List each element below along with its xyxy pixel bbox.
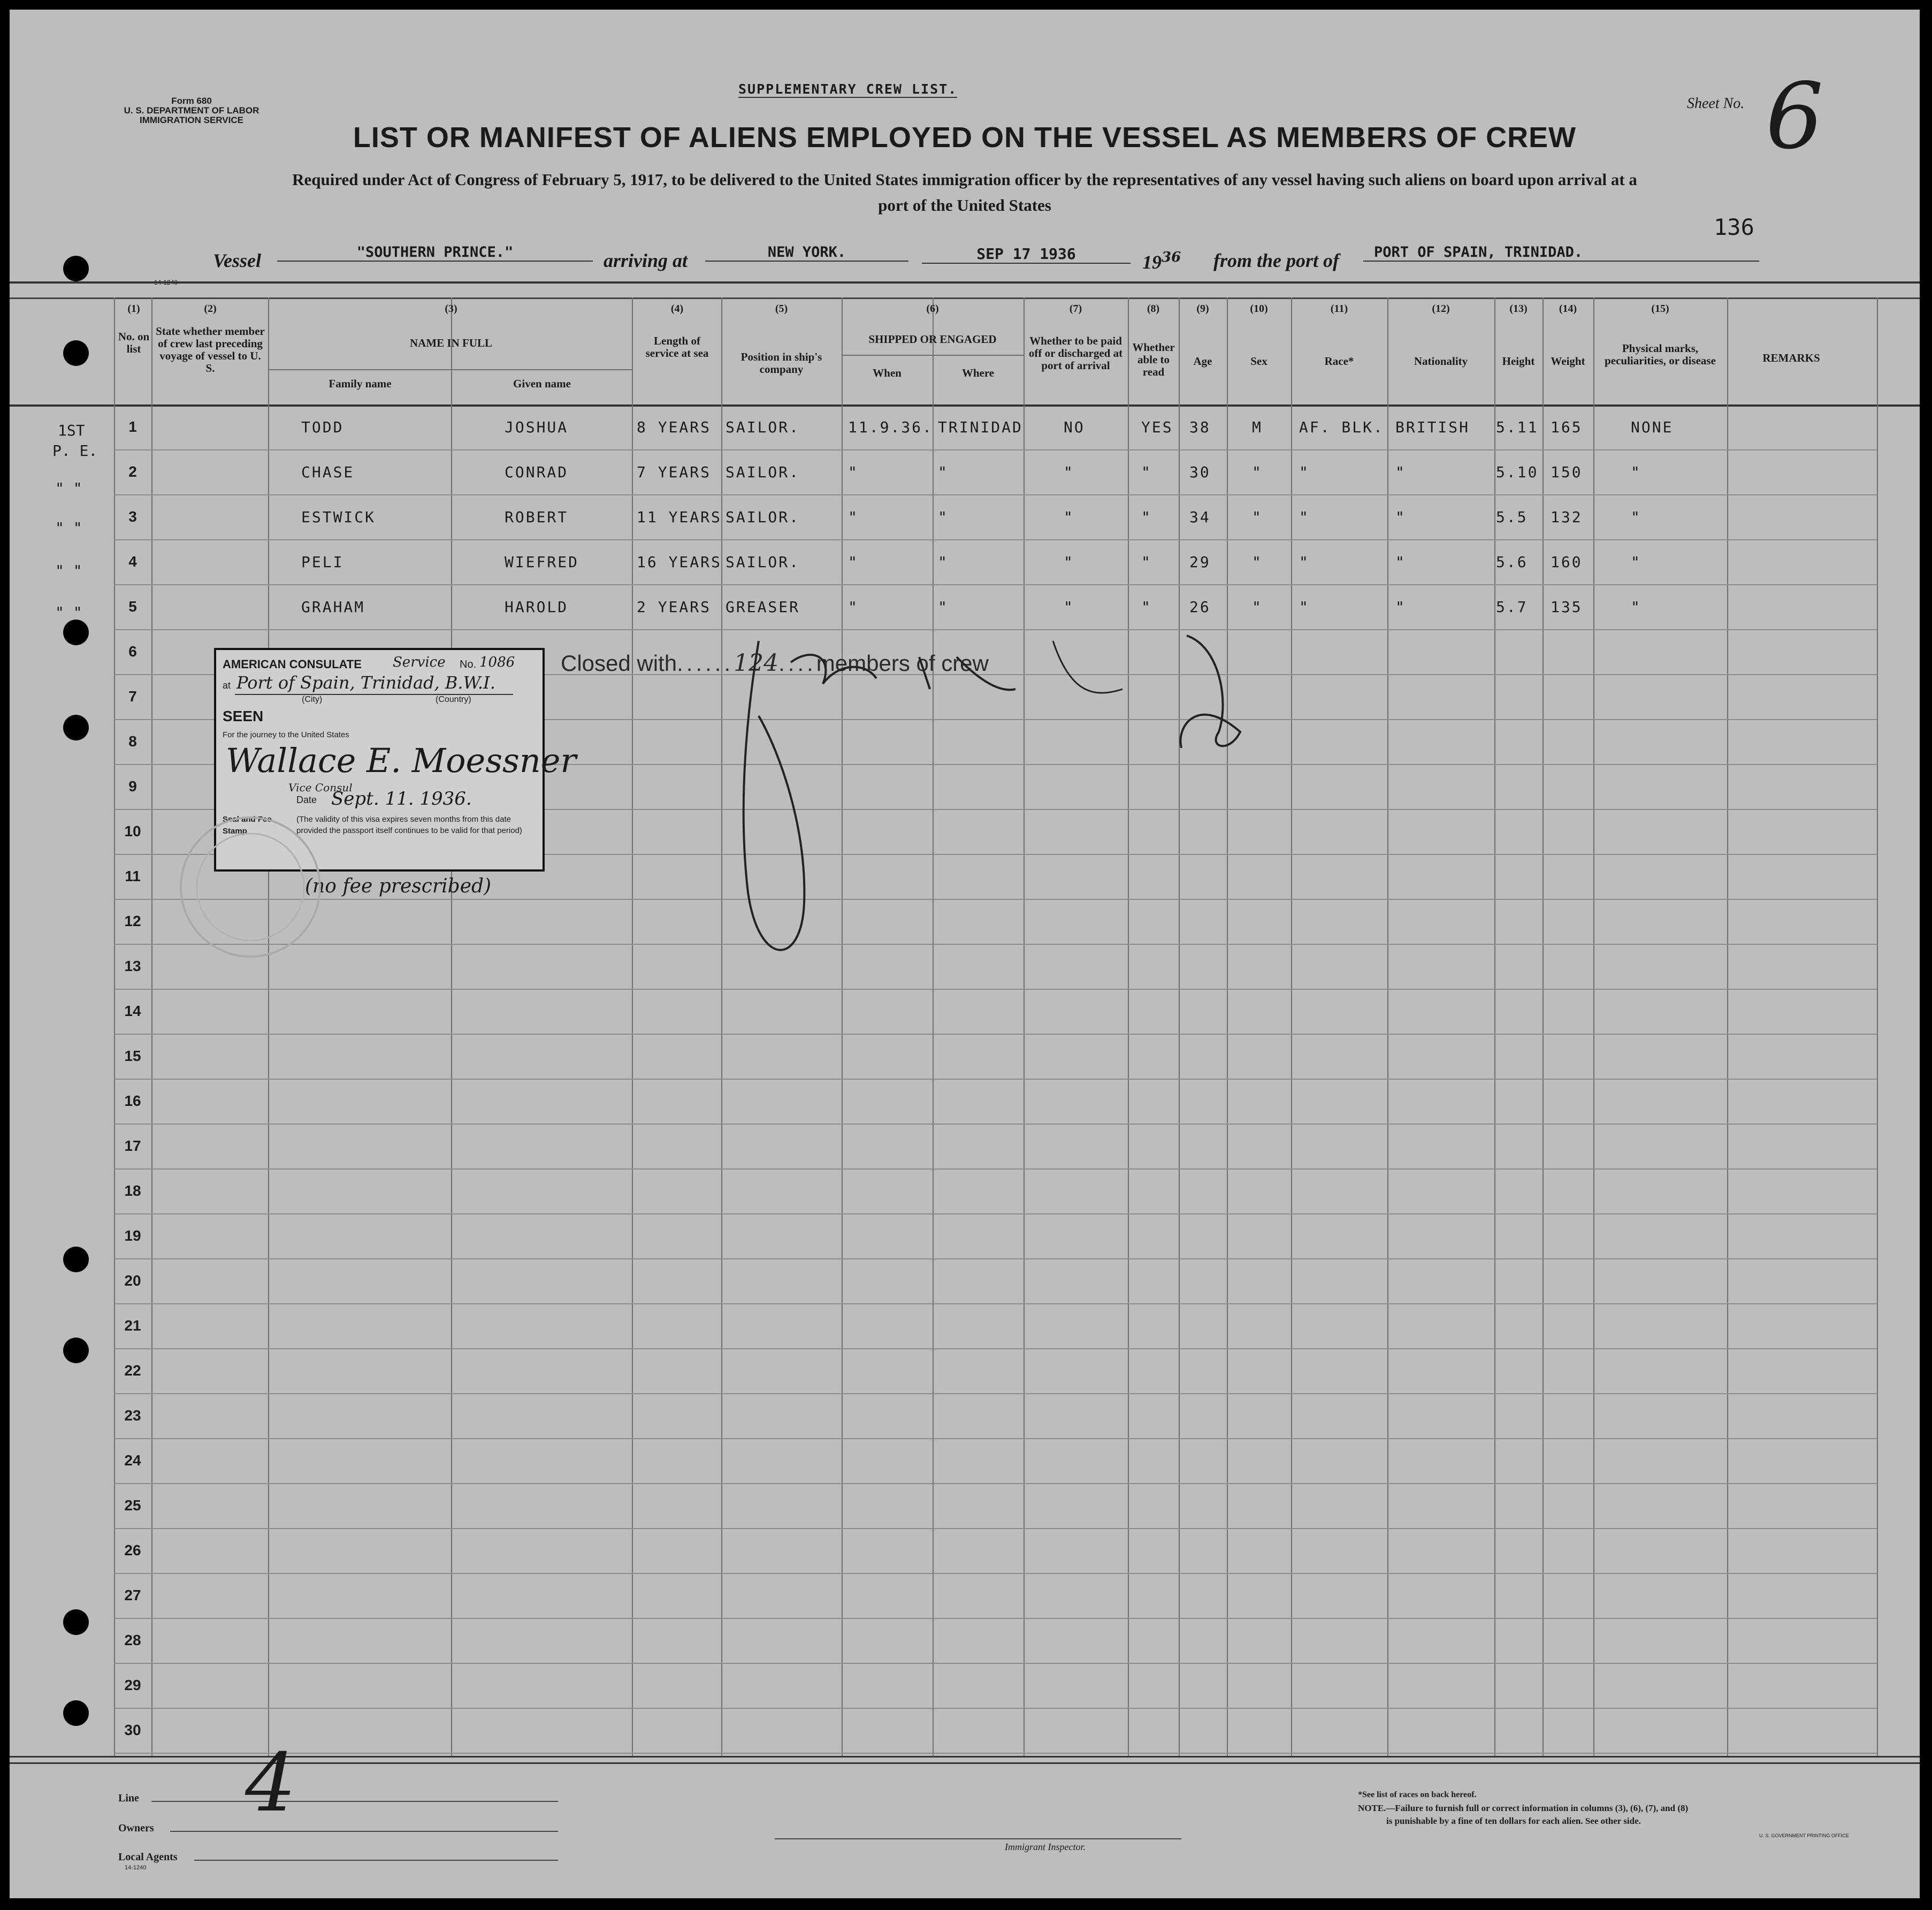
note-races: *See list of races on back hereof. — [1358, 1790, 1477, 1799]
race-cell: " — [1299, 598, 1310, 616]
department: U. S. DEPARTMENT OF LABOR — [124, 105, 259, 116]
paid-off-cell: NO — [1064, 418, 1085, 436]
stamp-no: 1086 — [479, 654, 515, 670]
service-length-cell: 2 YEARS — [637, 598, 712, 616]
stamp-country-label: (Country) — [436, 695, 471, 704]
row-divider — [114, 1573, 1877, 1574]
service-length-cell: 11 YEARS — [637, 508, 722, 526]
row-divider — [114, 1708, 1877, 1709]
row-divider — [114, 539, 1877, 540]
service-length-cell: 7 YEARS — [637, 463, 712, 481]
column-divider — [1179, 297, 1180, 1756]
row-number: 14 — [124, 1003, 141, 1019]
row-divider — [114, 449, 1877, 450]
row-number: 17 — [124, 1137, 141, 1154]
stamp-city-label: (City) — [302, 695, 323, 704]
physical-marks-cell: " — [1631, 508, 1641, 526]
row-number: 16 — [124, 1092, 141, 1109]
col-header-shipped-or-engaged: SHIPPED OR ENGAGED — [868, 333, 997, 346]
year-prefix: 19 — [1142, 251, 1162, 273]
column-divider — [1227, 297, 1228, 1756]
row-number: 24 — [124, 1452, 141, 1469]
col-header-sex: Sex — [1250, 355, 1267, 368]
stamp-seal-label: Seal and Fee Stamp — [223, 815, 272, 836]
col-header-able-to-read: Whether able to read — [1132, 341, 1175, 378]
sheet-number: 6 — [1766, 64, 1824, 170]
arriving-label: arriving at — [604, 250, 688, 271]
col-header-when: When — [873, 366, 902, 379]
row-divider — [114, 1213, 1877, 1214]
closed-prefix: Closed with — [561, 651, 677, 676]
height-cell: 5.10 — [1496, 463, 1539, 481]
physical-marks-cell: " — [1631, 553, 1641, 571]
age-cell: 29 — [1189, 553, 1211, 571]
row-divider — [114, 1393, 1877, 1394]
race-cell: " — [1299, 508, 1310, 526]
col-header-weight: Weight — [1551, 355, 1585, 368]
row-divider — [114, 1663, 1877, 1664]
nationality-cell: BRITISH — [1395, 418, 1470, 436]
note-line-1: NOTE.—Failure to furnish full or correct information in columns (3), (6), (7), and (8) — [1358, 1803, 1689, 1813]
row-divider — [114, 494, 1877, 495]
family-name-cell: TODD — [301, 418, 344, 436]
row-number: 26 — [124, 1542, 141, 1558]
stamp-number: 136 — [1714, 214, 1754, 240]
stamp-seen: SEEN — [223, 708, 264, 724]
stamp-service: Service — [393, 654, 446, 670]
arrival-port: NEW YORK. — [705, 244, 908, 262]
row-number: 30 — [124, 1722, 141, 1738]
row-number: 27 — [124, 1587, 141, 1603]
column-divider — [451, 297, 452, 1756]
nationality-cell: " — [1395, 598, 1406, 616]
embossed-seal — [170, 807, 331, 967]
sheet-label: Sheet No. — [1687, 95, 1745, 112]
able-to-read-cell: " — [1141, 553, 1152, 571]
weight-cell: 150 — [1551, 463, 1583, 481]
margin-note-first: 1ST — [58, 422, 85, 439]
row-number: 19 — [124, 1227, 141, 1244]
stamp-date: Sept. 11. 1936. — [331, 788, 472, 809]
service-name: IMMIGRATION SERVICE — [140, 115, 243, 125]
shipped-where-cell: " — [938, 463, 949, 481]
stamp-no-label: No. — [460, 659, 477, 670]
column-divider — [1727, 297, 1728, 1756]
sex-cell: " — [1252, 598, 1263, 616]
able-to-read-cell: " — [1141, 598, 1152, 616]
row-number: 28 — [124, 1632, 141, 1648]
weight-cell: 160 — [1551, 553, 1583, 571]
col-number-8: (8) — [1147, 303, 1160, 315]
row-divider — [114, 1258, 1877, 1259]
position-cell: SAILOR. — [726, 508, 800, 526]
shipped-where-cell: " — [938, 553, 949, 571]
row-number: 21 — [124, 1317, 141, 1334]
note-line-2: is punishable by a fine of ten dollars for each alien. See other side. — [1386, 1816, 1641, 1826]
col-number-14: (14) — [1559, 303, 1577, 315]
col-number-13: (13) — [1509, 303, 1528, 315]
punch-hole — [63, 620, 89, 645]
given-name-cell: WIEFRED — [505, 553, 579, 571]
punch-hole — [63, 1247, 89, 1272]
punch-hole — [63, 1609, 89, 1635]
race-cell: " — [1299, 553, 1310, 571]
vessel-name: "SOUTHERN PRINCE." — [277, 244, 593, 262]
family-name-cell: GRAHAM — [301, 598, 365, 616]
shipped-where-cell: TRINIDAD — [938, 418, 1023, 436]
shipped-where-cell: " — [938, 598, 949, 616]
punch-hole — [63, 340, 89, 366]
given-name-cell: CONRAD — [505, 463, 569, 481]
fee-note: (no fee prescribed) — [305, 875, 492, 897]
family-name-cell: CHASE — [301, 463, 355, 481]
age-cell: 34 — [1189, 508, 1211, 526]
age-cell: 38 — [1189, 418, 1211, 436]
row-number: 8 — [128, 733, 137, 750]
physical-marks-cell: " — [1631, 598, 1641, 616]
row-divider — [114, 1528, 1877, 1529]
row-number: 12 — [124, 913, 141, 929]
shipped-subheader-divider — [842, 355, 1024, 356]
height-cell: 5.5 — [1496, 508, 1528, 526]
row-number: 9 — [128, 778, 137, 794]
closed-with-note: Closed with......124....members of crew — [561, 650, 989, 677]
row-divider — [114, 1079, 1877, 1080]
sex-cell: M — [1252, 418, 1263, 436]
column-divider — [1291, 297, 1292, 1756]
family-name-cell: PELI — [301, 553, 344, 571]
column-divider — [268, 297, 269, 1756]
departure-port: PORT OF SPAIN, TRINIDAD. — [1363, 244, 1759, 262]
family-name-cell: ESTWICK — [301, 508, 376, 526]
punch-hole — [63, 715, 89, 740]
able-to-read-cell: " — [1141, 463, 1152, 481]
footer-agents-code: 14-1240 — [125, 1865, 147, 1871]
col-number-3: (3) — [445, 303, 457, 315]
row-divider — [114, 1168, 1877, 1170]
subtitle-line-2: port of the United States — [878, 196, 1051, 215]
col-number-15: (15) — [1651, 303, 1669, 315]
consul-signature: Wallace E. Moessner — [226, 741, 577, 780]
physical-marks-cell: " — [1631, 463, 1641, 481]
col-header-member-of-crew: State whether member of crew last preceding voyage of vessel to U. S. — [156, 325, 265, 375]
col-header-nationality: Nationality — [1414, 355, 1468, 368]
arrival-date: SEP 17 1936 — [922, 245, 1131, 264]
sex-cell: " — [1252, 463, 1263, 481]
row-number: 1 — [128, 418, 137, 435]
row-divider — [114, 1753, 1877, 1754]
shipped-when-cell: " — [848, 598, 859, 616]
row-number: 2 — [128, 463, 137, 480]
stamp-vice-consul: Vice Consul — [288, 781, 353, 794]
able-to-read-cell: YES — [1141, 418, 1173, 436]
nationality-cell: " — [1395, 508, 1406, 526]
col-header-length-of-service: Length of service at sea — [645, 334, 709, 360]
col-header-age: Age — [1193, 355, 1212, 368]
given-name-cell: ROBERT — [505, 508, 569, 526]
shipped-when-cell: 11.9.36. — [848, 418, 933, 436]
shipped-where-cell: " — [938, 508, 949, 526]
col-header-no-on-list: No. on list — [118, 330, 150, 355]
footer-agents-label: Local Agents — [118, 1851, 178, 1863]
row-number: 7 — [128, 688, 137, 705]
paid-off-cell: " — [1064, 508, 1074, 526]
column-divider — [1593, 297, 1594, 1756]
col-header-paid-off: Whether to be paid off or discharged at port of arrival — [1028, 334, 1123, 372]
column-divider — [933, 297, 934, 1756]
age-cell: 30 — [1189, 463, 1211, 481]
physical-marks-cell: NONE — [1631, 418, 1674, 436]
sex-cell: " — [1252, 508, 1263, 526]
paid-off-cell: " — [1064, 553, 1074, 571]
row-divider — [114, 1483, 1877, 1484]
col-header-physical-marks: Physical marks, peculiarities, or disease — [1605, 342, 1716, 367]
shipped-when-cell: " — [848, 508, 859, 526]
stamp-journey: For the journey to the United States — [223, 730, 349, 739]
stamp-validity: (The validity of this visa expires seven months from this date provided the passport itself continues to be valid for that period) — [296, 815, 522, 835]
column-divider — [1542, 297, 1544, 1756]
col-number-9: (9) — [1196, 303, 1209, 315]
col-header-name-in-full: NAME IN FULL — [409, 337, 492, 349]
shipped-when-cell: " — [848, 463, 859, 481]
given-name-cell: JOSHUA — [505, 418, 569, 436]
table-header-border — [10, 297, 1920, 299]
row-divider — [114, 1124, 1877, 1125]
stamp-date-label: Date — [296, 794, 317, 805]
margin-note-pe: P. E. — [52, 442, 98, 460]
margin-ditto: " " — [55, 562, 82, 579]
row-divider — [114, 584, 1877, 585]
col-header-race: Race* — [1324, 355, 1354, 368]
row-number: 13 — [124, 958, 141, 974]
column-divider — [1024, 297, 1025, 1756]
col-header-position: Position in ship's company — [740, 350, 822, 376]
table-bottom-border-2 — [10, 1762, 1920, 1764]
row-number: 11 — [125, 868, 141, 884]
punch-hole — [63, 256, 89, 281]
nationality-cell: " — [1395, 553, 1406, 571]
row-number: 20 — [124, 1272, 141, 1289]
footer-line-number: 4 — [245, 1737, 296, 1830]
closed-suffix: members of crew — [816, 651, 989, 676]
row-divider — [114, 1034, 1877, 1035]
paid-off-cell: " — [1064, 598, 1074, 616]
column-divider — [632, 297, 633, 1756]
punch-hole — [63, 1700, 89, 1726]
punch-hole — [63, 1338, 89, 1363]
column-divider — [1387, 297, 1388, 1756]
col-number-1: (1) — [127, 303, 140, 315]
footer-line-label: Line — [118, 1792, 139, 1804]
inspector-rule — [775, 1838, 1181, 1839]
row-number: 25 — [124, 1497, 141, 1514]
col-header-height: Height — [1502, 355, 1535, 368]
weight-cell: 135 — [1551, 598, 1583, 616]
margin-ditto: " " — [55, 479, 82, 497]
paid-off-cell: " — [1064, 463, 1074, 481]
nationality-cell: " — [1395, 463, 1406, 481]
row-number: 18 — [124, 1182, 141, 1199]
col-header-given-name: Given name — [513, 377, 571, 390]
footer-owners-label: Owners — [118, 1822, 154, 1834]
position-cell: SAILOR. — [726, 463, 800, 481]
position-cell: SAILOR. — [726, 553, 800, 571]
row-number: 4 — [128, 553, 137, 570]
page-title: LIST OR MANIFEST OF ALIENS EMPLOYED ON THE VESSEL AS MEMBERS OF CREW — [353, 121, 1577, 154]
col-number-10: (10) — [1250, 303, 1268, 315]
row-number: 22 — [124, 1362, 141, 1379]
race-cell: " — [1299, 463, 1310, 481]
margin-ditto: " " — [55, 603, 82, 621]
row-number: 29 — [124, 1677, 141, 1693]
height-cell: 5.6 — [1496, 553, 1528, 571]
able-to-read-cell: " — [1141, 508, 1152, 526]
shipped-when-cell: " — [848, 553, 859, 571]
printing-office: U. S. GOVERNMENT PRINTING OFFICE — [1759, 1833, 1849, 1838]
margin-ditto: " " — [55, 519, 82, 537]
table-header-bottom — [10, 404, 1920, 407]
footer-agents-rule — [194, 1860, 558, 1861]
manifest-sheet — [10, 10, 1920, 1898]
row-number: 15 — [124, 1048, 141, 1064]
col-number-2: (2) — [204, 303, 217, 315]
table-bottom-border — [10, 1756, 1920, 1758]
col-header-family-name: Family name — [329, 377, 392, 390]
col-header-remarks: REMARKS — [1762, 352, 1820, 364]
col-number-7: (7) — [1069, 303, 1082, 315]
vessel-label: Vessel — [213, 250, 261, 271]
given-name-cell: HAROLD — [505, 598, 569, 616]
stamp-title: AMERICAN CONSULATE — [223, 658, 362, 671]
column-divider — [1128, 297, 1129, 1756]
footer-owners-rule — [170, 1831, 558, 1832]
race-cell: AF. BLK. — [1299, 418, 1384, 436]
row-divider — [114, 1618, 1877, 1619]
supplementary-label: SUPPLEMENTARY CREW LIST. — [738, 81, 958, 97]
column-divider — [842, 297, 843, 1756]
col-number-5: (5) — [775, 303, 788, 315]
height-cell: 5.7 — [1496, 598, 1528, 616]
weight-cell: 132 — [1551, 508, 1583, 526]
year-suffix: 36 — [1162, 249, 1181, 265]
inspector-label: Immigrant Inspector. — [1005, 1842, 1086, 1852]
row-divider — [114, 1303, 1877, 1304]
position-cell: GREASER — [726, 598, 800, 616]
service-length-cell: 8 YEARS — [637, 418, 712, 436]
row-number: 6 — [128, 643, 137, 660]
name-subheader-divider — [269, 369, 633, 370]
weight-cell: 165 — [1551, 418, 1583, 436]
row-number: 23 — [124, 1407, 141, 1424]
col-number-6: (6) — [926, 303, 939, 315]
sex-cell: " — [1252, 553, 1263, 571]
row-number: 5 — [128, 598, 137, 615]
col-header-where: Where — [961, 366, 995, 379]
stamp-place: Port of Spain, Trinidad, B.W.I. — [236, 673, 495, 693]
row-number: 3 — [128, 508, 137, 525]
from-port-label: from the port of — [1213, 250, 1340, 271]
inspector-signature — [716, 625, 1331, 999]
stamp-at-label: at — [223, 680, 231, 691]
subtitle-line-1: Required under Act of Congress of February 5, 1917, to be delivered to the United States immigration officer by the representatives of any vessel having such aliens on board upon arrival at a — [292, 170, 1637, 189]
age-cell: 26 — [1189, 598, 1211, 616]
table-top-border — [10, 281, 1920, 284]
stamp-place-line — [235, 694, 513, 695]
col-number-11: (11) — [1330, 303, 1348, 315]
column-divider — [1877, 297, 1878, 1756]
position-cell: SAILOR. — [726, 418, 800, 436]
closed-count: 124 — [734, 650, 779, 677]
col-number-12: (12) — [1432, 303, 1450, 315]
service-length-cell: 16 YEARS — [637, 553, 722, 571]
row-divider — [114, 1438, 1877, 1439]
row-number: 10 — [124, 823, 141, 839]
height-cell: 5.11 — [1496, 418, 1539, 436]
col-number-4: (4) — [670, 303, 684, 315]
row-divider — [114, 1348, 1877, 1349]
footer-line-rule — [151, 1801, 558, 1802]
column-divider — [1494, 297, 1495, 1756]
form-number: Form 680 — [171, 96, 212, 106]
